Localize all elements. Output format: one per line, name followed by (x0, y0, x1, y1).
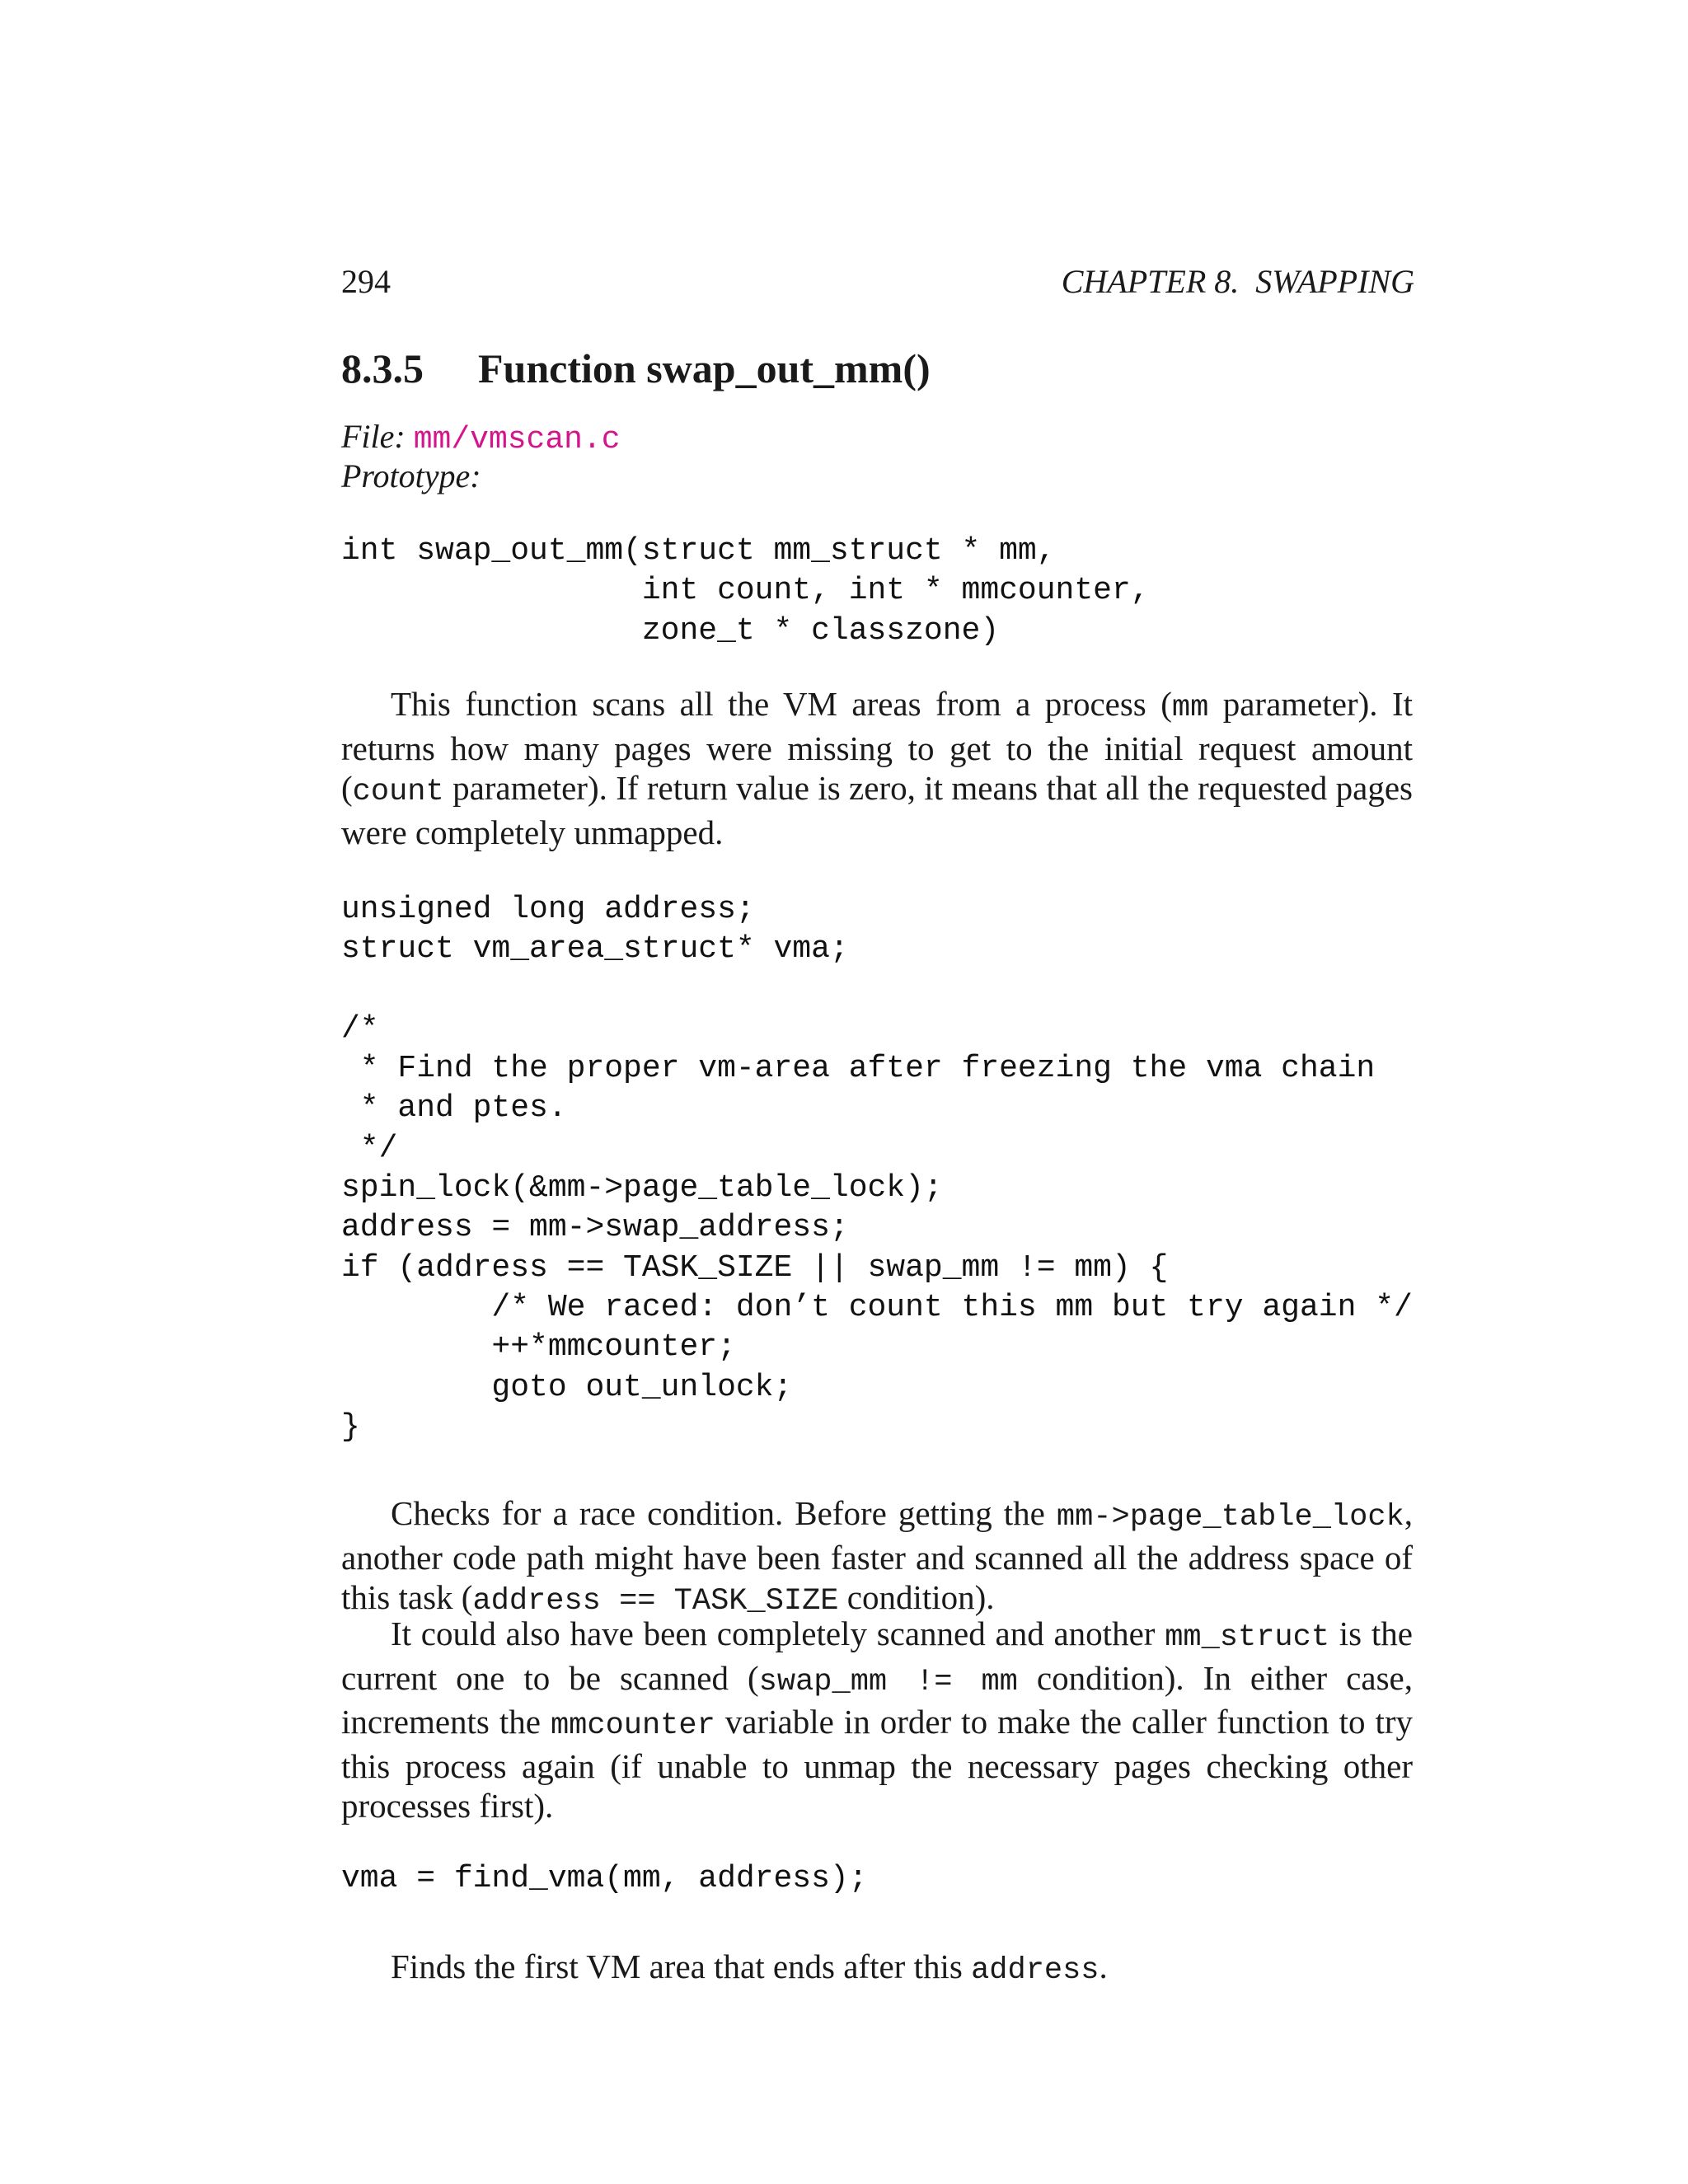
para1-text-3: parameter). If return value is zero, it means that all the requested pages were completely unmapped. (341, 769, 1413, 851)
para3-text-1: It could also have been completely scanned and another (391, 1615, 1165, 1652)
para3-text-3: condition). In either case, increments the (341, 1658, 1413, 1741)
para1-text-2: parameter). It returns how many pages were missing to get to the initial request amount ( (341, 685, 1414, 807)
para1-code-count: count (352, 775, 444, 809)
para2-text-3: condition). (838, 1578, 995, 1616)
prototype-code-block: int swap_out_mm(struct mm_struct * mm, int count, int * mmcounter, zone_t * classzone) (341, 533, 1150, 649)
section-heading (341, 344, 931, 392)
para2-code-lock: mm->page_table_lock (1056, 1500, 1404, 1535)
code-block-lock: unsigned long address; struct vm_area_struct* vma; /* * Find the proper vm-area after freezing the vma chain * and ptes. */ spin_lock(&mm->page_table_lock); address = mm->swap_address; if (address == TASK_SIZE || swap_mm != mm) { /* We raced: don’t count this mm but try again */ ++*mmcounter; goto out_unlock; } (341, 892, 1413, 1445)
file-path-link[interactable]: mm/vmscan.c (413, 422, 621, 457)
para3-code-mmcounter: mmcounter (550, 1708, 715, 1743)
para4-text-2: . (1099, 1947, 1108, 1985)
running-header-chapter: CHAPTER 8. SWAPPING (1061, 263, 1414, 300)
paragraph-find-vma (341, 1947, 1413, 1991)
paragraph-description (341, 684, 1413, 852)
para3-text-2: is the current one to be scanned ( (341, 1615, 1413, 1697)
para3-code-mm-struct: mm_struct (1165, 1620, 1330, 1655)
para2-text-2: , another code path might have been faster and scanned all the address space of this task ( (341, 1494, 1413, 1616)
para1-code-mm: mm (1171, 691, 1209, 725)
para3-code-condition: swap_mm != mm (758, 1664, 1018, 1699)
section-title-text: Function swap_out_mm() (478, 345, 931, 391)
file-line (341, 417, 621, 457)
prototype-label: Prototype: (341, 457, 481, 494)
para3-text-4: variable in order to make the caller function to try this process again (if unable to unmap the necessary pages checking other processes first). (341, 1703, 1413, 1825)
para2-code-condition: address == TASK_SIZE (472, 1584, 839, 1619)
paragraph-race-condition (341, 1493, 1413, 1622)
para4-text-1: Finds the first VM area that ends after this (391, 1947, 972, 1985)
file-label: File: (341, 418, 406, 455)
para1-text-1: This function scans all the VM areas from a process ( (391, 685, 1172, 723)
para2-text-1: Checks for a race condition. Before getting the (391, 1494, 1057, 1532)
section-number: 8.3.5 (341, 345, 424, 391)
paragraph-scanned (341, 1614, 1413, 1826)
para4-code-address: address (971, 1953, 1100, 1988)
code-block-find-vma: vma = find_vma(mm, address); (341, 1861, 868, 1896)
page-number: 294 (341, 263, 391, 300)
